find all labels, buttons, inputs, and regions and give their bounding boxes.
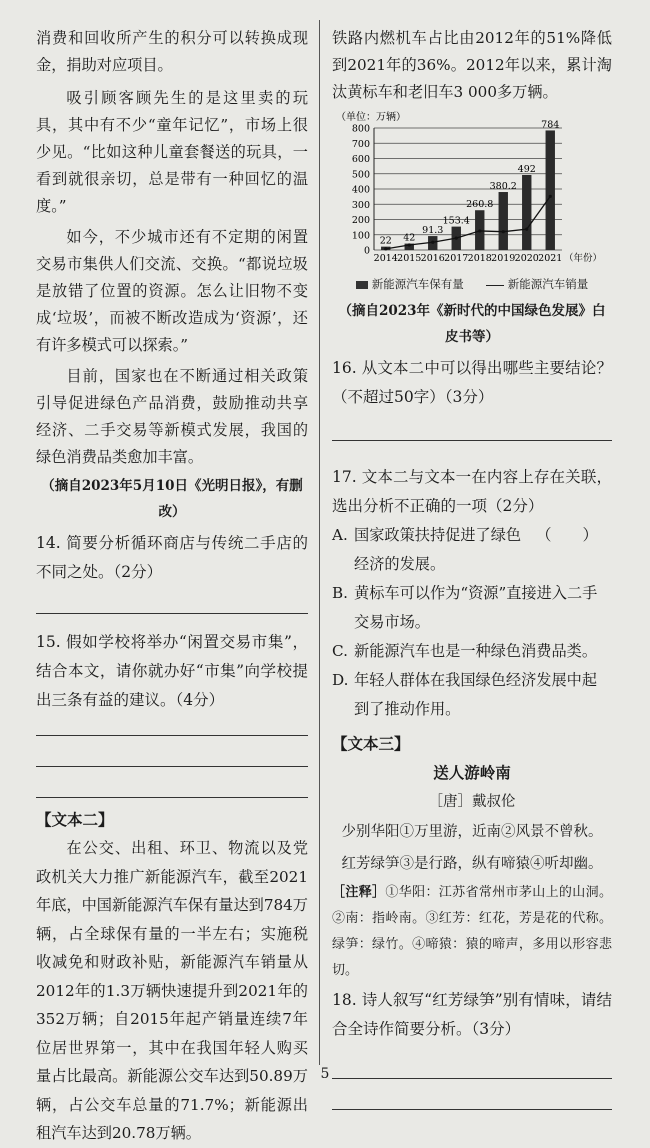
x-tick-label: 2020 bbox=[514, 253, 539, 264]
poem-notes bbox=[332, 880, 612, 984]
question-16: 16. 从文本二中可以得出哪些主要结论？（不超过50字）（3分） bbox=[332, 359, 612, 406]
bar-value-label: 42 bbox=[403, 232, 416, 244]
sales-point bbox=[431, 241, 434, 244]
y-tick-label: 0 bbox=[363, 245, 370, 257]
answer-line-15c[interactable] bbox=[36, 767, 308, 798]
sales-point bbox=[549, 195, 552, 198]
page-number: 5 bbox=[320, 1066, 330, 1082]
poem-line-2: 红芳绿笋③是行路，纵有啼猿④听却幽。 bbox=[341, 856, 603, 872]
y-tick-label: 300 bbox=[351, 199, 370, 211]
question-17-text: 17. 文本二与文本一在内容上存在关联，选出分析不正确的一项（2分） bbox=[332, 468, 612, 515]
option-label: D. bbox=[332, 671, 349, 689]
legend-label-line: 新能源汽车销量 bbox=[507, 277, 589, 291]
bar-chart bbox=[332, 110, 612, 292]
bar-value-label: 91.3 bbox=[422, 225, 444, 237]
sales-point bbox=[408, 243, 411, 246]
x-unit-label: （年份） bbox=[564, 253, 603, 264]
line-swatch-icon bbox=[486, 285, 504, 286]
question-17 bbox=[332, 463, 612, 544]
question-14: 14. 简要分析循环商店与传统二手店的不同之处。（2分） bbox=[36, 534, 308, 581]
option-text: 年轻人群体在我国绿色经济发展中起到了推动作用。 bbox=[354, 671, 597, 718]
note-text: ①华阳：江苏省常州市茅山上的山洞。②南：指岭南。③红芳：红花，芳是花的代称。绿笋：绿竹。④啼猿：猿的啼声，多用以形容悲切。 bbox=[332, 885, 612, 978]
option-text: 国家政策扶持促进了绿色经济的发展。 bbox=[354, 526, 522, 573]
bar-value-label: 153.4 bbox=[442, 215, 470, 227]
y-tick-label: 800 bbox=[351, 123, 370, 135]
poem-author: ［唐］戴叔伦 bbox=[428, 794, 516, 810]
column-divider bbox=[319, 20, 320, 1065]
bar-value-label: 492 bbox=[517, 163, 536, 175]
poem-title: 送人游岭南 bbox=[433, 763, 511, 782]
option-text: 黄标车可以作为“资源”直接进入二手交易市场。 bbox=[354, 584, 598, 631]
x-tick-label: 2016 bbox=[420, 253, 445, 264]
y-tick-label: 200 bbox=[351, 215, 370, 226]
answer-line-15b[interactable] bbox=[36, 736, 308, 767]
question-18: 18. 诗人叙写“红芳绿笋”别有情味，请结合全诗作简要分析。（3分） bbox=[332, 991, 612, 1038]
answer-line-16[interactable] bbox=[332, 412, 612, 441]
x-tick-label: 2015 bbox=[397, 253, 422, 264]
note-label: ［注释］ bbox=[332, 885, 386, 900]
x-tick-label: 2014 bbox=[373, 253, 398, 264]
y-tick-label: 600 bbox=[351, 154, 370, 165]
question-15: 15. 假如学校将举办“闲置交易市集”，结合本文，请你就办好“市集”向学校提出三条有益的建议。（4分） bbox=[36, 633, 308, 709]
right-column bbox=[332, 25, 612, 1110]
sales-point bbox=[384, 247, 387, 250]
chart-legend bbox=[332, 276, 612, 292]
legend-item-line bbox=[486, 276, 589, 292]
answer-line-14[interactable] bbox=[36, 587, 308, 614]
chart-svg bbox=[332, 110, 612, 270]
paragraph-4: 目前，国家也在不断通过相关政策引导促进绿色产品消费，鼓励推动共享经济、二手交易等新模式发展，我国的绿色消费品类愈加丰富。 bbox=[36, 367, 308, 466]
bar-value-label: 260.8 bbox=[466, 199, 494, 211]
sales-point bbox=[478, 229, 481, 232]
options-list bbox=[332, 521, 612, 724]
source-citation-2: （摘自2023年《新时代的中国绿色发展》白皮书等） bbox=[338, 303, 606, 345]
option-label: A. bbox=[332, 526, 348, 544]
sales-point bbox=[525, 228, 528, 231]
answer-paren[interactable]: （ ） bbox=[535, 526, 598, 544]
y-tick-label: 400 bbox=[351, 184, 370, 196]
section-text-2-heading: 【文本二】 bbox=[36, 810, 114, 829]
x-tick-label: 2017 bbox=[444, 253, 469, 264]
source-citation-1: （摘自2023年5月10日《光明日报》，有删改） bbox=[41, 478, 303, 520]
paragraph-3: 如今，不少城市还有不定期的闲置交易市集供人们交流、交换。“都说垃圾是放错了位置的资源。怎么让旧物不变成‘垃圾’，而被不断改造成为‘资源’，还有许多模式可以探索。” bbox=[36, 228, 308, 354]
paragraph-6: 铁路内燃机车占比由2012年的51%降低到2021年的36%。2012年以来，累计淘汰黄标车和老旧车3 000多万辆。 bbox=[332, 29, 612, 101]
chart-unit-label: （单位：万辆） bbox=[336, 112, 406, 123]
paragraph-1: 消费和回收所产生的积分可以转换成现金，捐助对应项目。 bbox=[36, 29, 308, 74]
y-tick-label: 500 bbox=[351, 169, 370, 181]
option-label: B. bbox=[332, 584, 348, 602]
poem-line-1: 少别华阳①万里游，近南②风景不曾秋。 bbox=[341, 824, 603, 840]
bar-2020 bbox=[522, 175, 531, 250]
bar-value-label: 784 bbox=[541, 119, 560, 131]
x-tick-label: 2021 bbox=[538, 253, 563, 264]
option-text: 新能源汽车也是一种绿色消费品类。 bbox=[354, 642, 597, 660]
sales-point bbox=[455, 237, 458, 240]
y-tick-label: 700 bbox=[351, 138, 370, 150]
paragraph-5: 在公交、出租、环卫、物流以及党政机关大力推广新能源汽车，截至2021年底，中国新能源汽车保有量达到784万辆，占全球保有量的一半左右；实施税收减免和财政补贴，新能源汽车销量从2012年的1.3万辆快速提升到2021年的352万辆；自2015年起产销量连续7年位居世界第一，其中在我国年轻人购买量占比最高。新能源公交车达到50.89万辆，占公交车总量的71.7%；新能源出租汽车达到20.78万辆。 bbox=[36, 839, 308, 1142]
bar-2021 bbox=[546, 130, 555, 250]
bar-value-label: 380.2 bbox=[489, 181, 517, 193]
sales-point bbox=[502, 230, 505, 233]
y-tick-label: 100 bbox=[351, 230, 370, 242]
x-tick-label: 2018 bbox=[467, 253, 492, 264]
paragraph-2: 吸引顾客顾先生的是这里卖的玩具，其中有不少“童年记忆”，市场上很少见。“比如这种儿童套餐送的玩具，一看到就很亲切，总是带有一种回忆的温度。” bbox=[36, 89, 308, 215]
option-b[interactable] bbox=[332, 579, 612, 637]
option-label: C. bbox=[332, 642, 348, 660]
option-c[interactable] bbox=[332, 637, 612, 666]
bar-value-label: 22 bbox=[379, 235, 392, 247]
answer-line-18b[interactable] bbox=[332, 1079, 612, 1110]
bar-2019 bbox=[499, 192, 508, 250]
bar-swatch-icon bbox=[356, 281, 368, 289]
legend-label-bar: 新能源汽车保有量 bbox=[371, 277, 464, 291]
answer-line-15a[interactable] bbox=[36, 715, 308, 736]
left-column bbox=[36, 25, 308, 1148]
section-text-3-heading: 【文本三】 bbox=[332, 734, 410, 753]
option-d[interactable] bbox=[332, 666, 612, 724]
x-tick-label: 2019 bbox=[491, 253, 516, 264]
legend-item-bar bbox=[356, 276, 464, 292]
